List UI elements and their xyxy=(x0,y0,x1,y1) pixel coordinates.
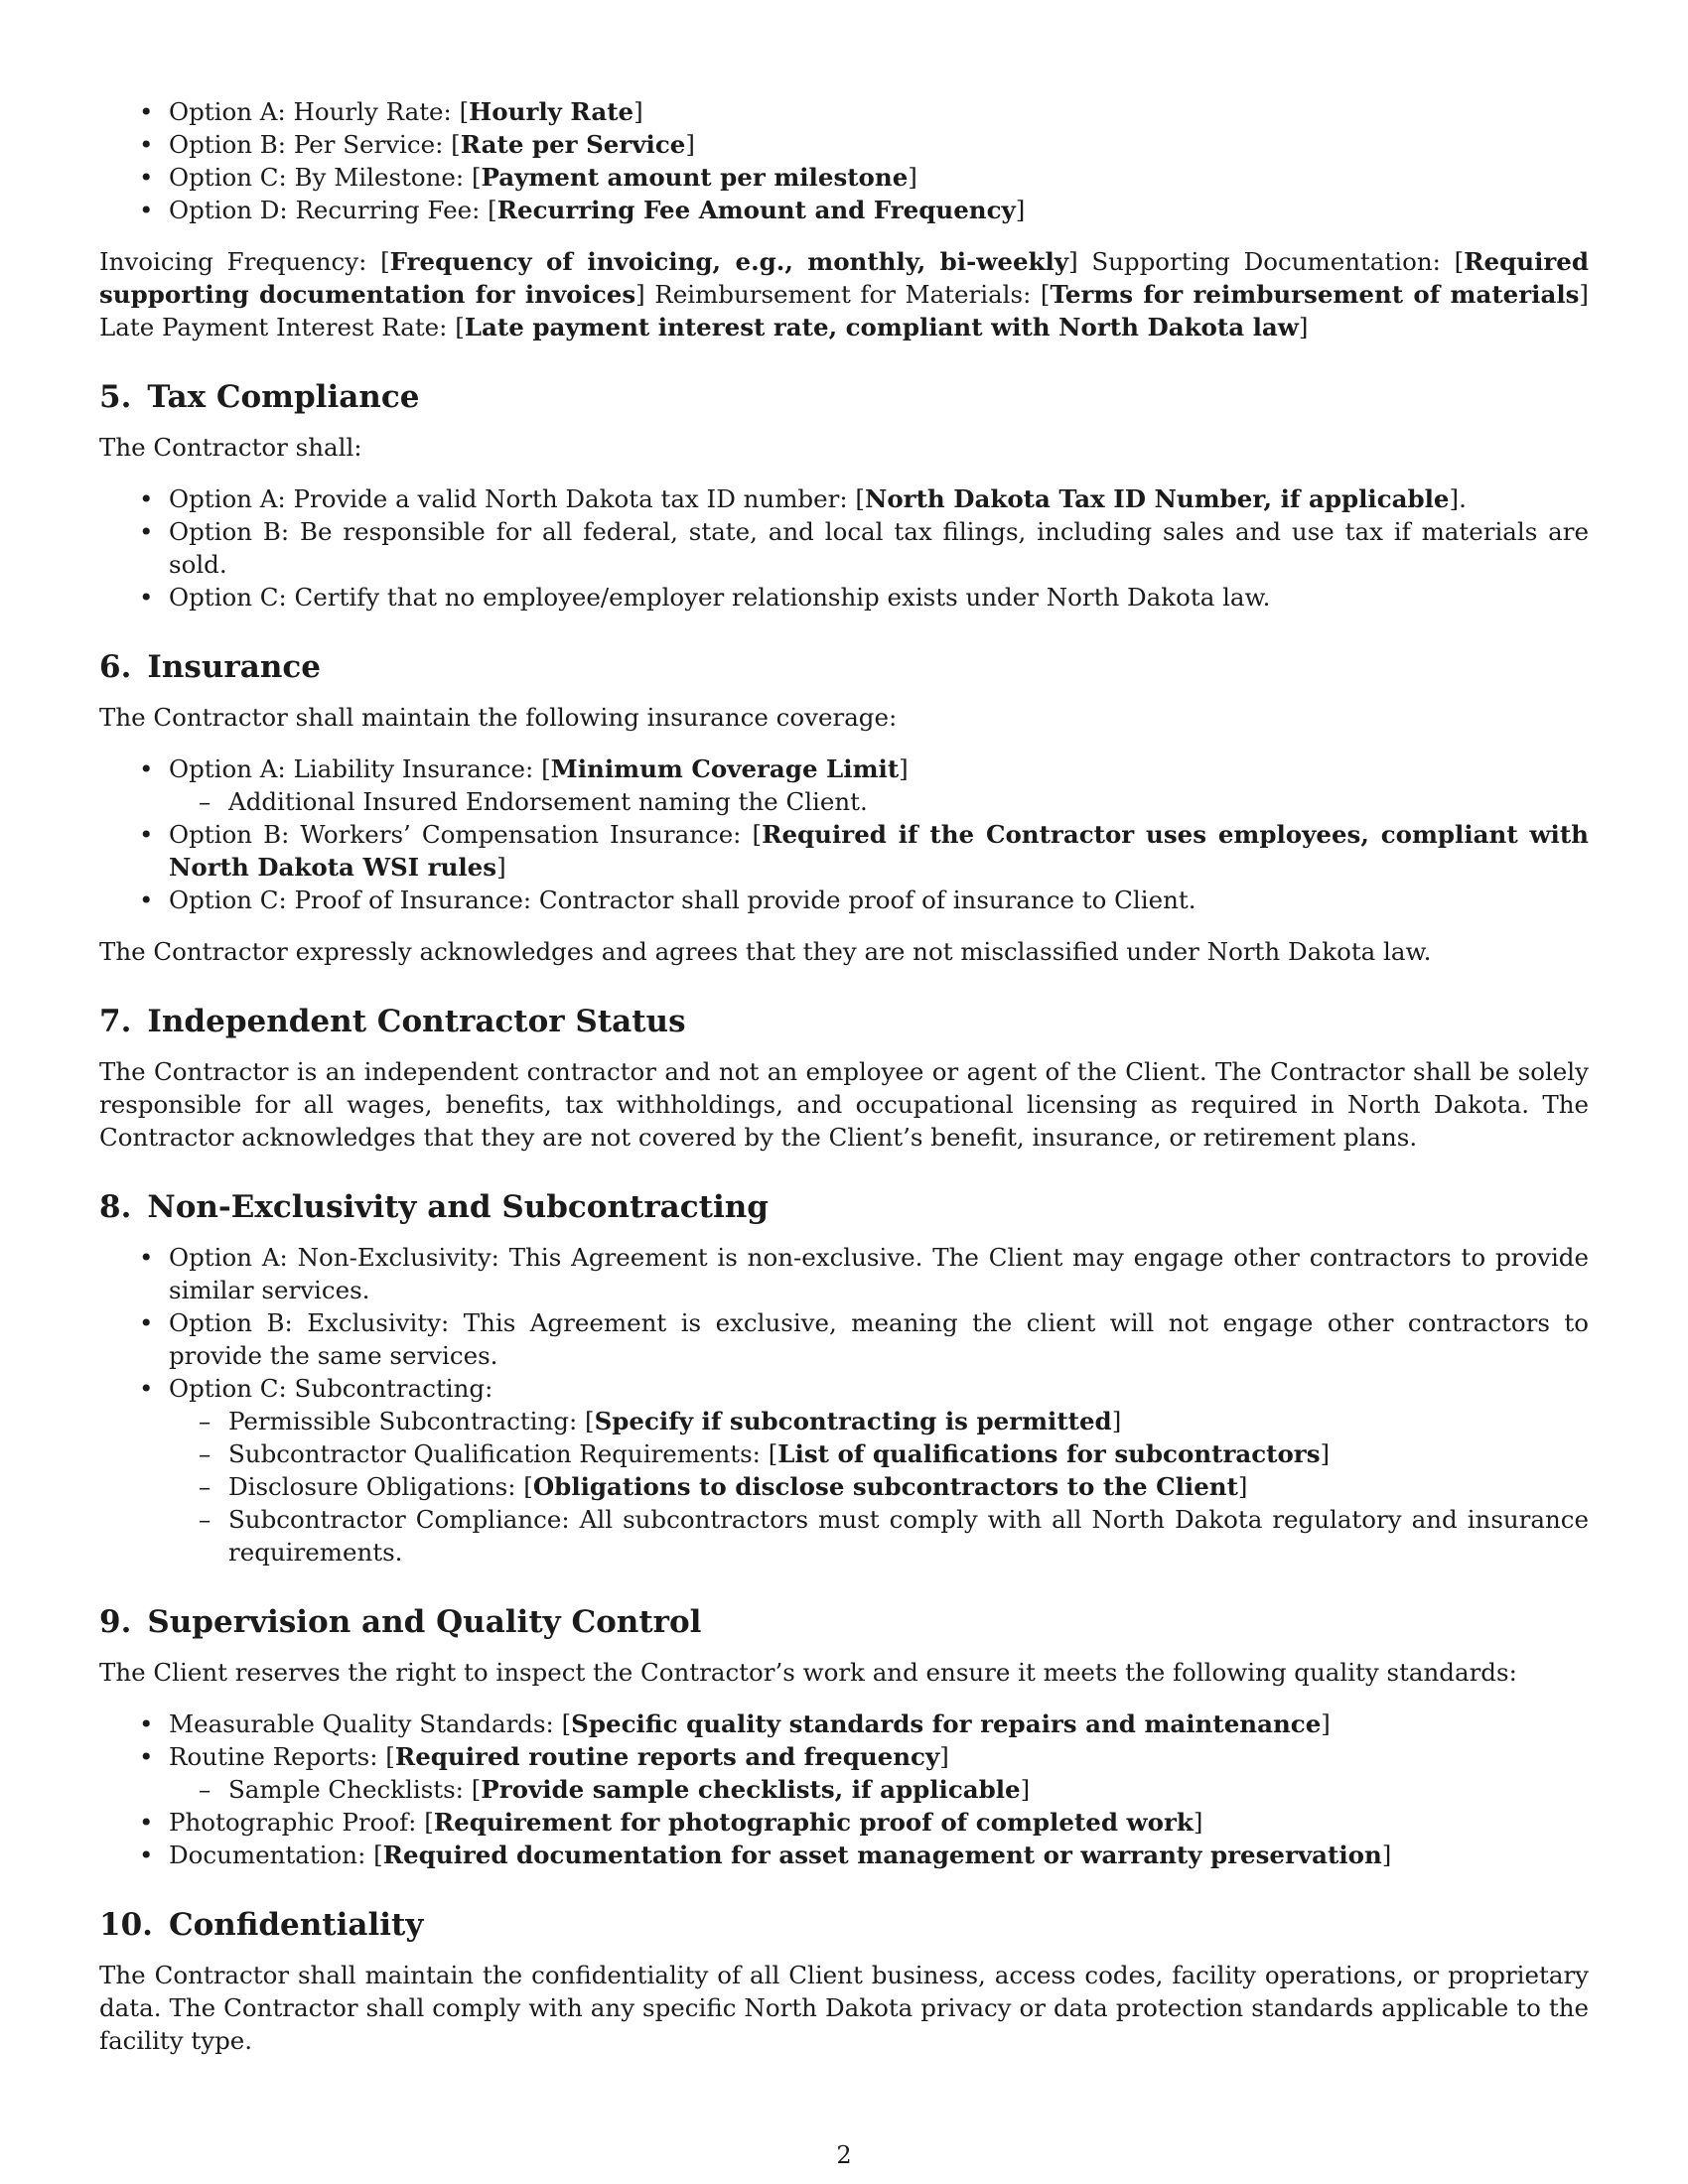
quality-standards-list xyxy=(99,1707,1589,1871)
placeholder-field: Obligations to disclose subcontractors to the Client xyxy=(532,1472,1238,1501)
section-closing: The Contractor expressly acknowledges and agrees that they are not misclassified under North Dakota law. xyxy=(99,937,1432,966)
sub-list-item: – Subcontractor Compliance: All subcontractors must comply with all North Dakota regulatory and insurance requirements. xyxy=(169,1503,1589,1569)
placeholder-field: Required documentation for asset management or warranty preservation xyxy=(382,1841,1382,1869)
list-item: • Option B: Be responsible for all federal, state, and local tax filings, including sales and use tax if materials are sold. xyxy=(99,515,1589,581)
list-item: • Option A: Liability Insurance: [Minimum Coverage Limit] – Additional Insured Endorsement naming the Client. xyxy=(99,752,1589,818)
list-item: • Option B: Per Service: [Rate per Service] xyxy=(99,128,1589,161)
list-item: • Option B: Workers’ Compensation Insurance: [Required if the Contractor uses employees, compliant with North Dakota WSI rules] xyxy=(99,818,1589,884)
placeholder-field: Late payment interest rate, compliant with North Dakota law xyxy=(464,313,1299,341)
sub-list xyxy=(169,785,1589,818)
section-heading-contractor-status: 7. Independent Contractor Status xyxy=(99,1004,686,1039)
sub-list-item: – Disclosure Obligations: [Obligations to disclose subcontractors to the Client] xyxy=(169,1470,1589,1503)
list-item: • Documentation: [Required documentation for asset management or warranty preservation] xyxy=(99,1839,1589,1871)
placeholder-field: Frequency of invoicing, e.g., monthly, bi-weekly xyxy=(389,247,1069,276)
placeholder-field: Requirement for photographic proof of completed work xyxy=(433,1808,1194,1837)
placeholder-field: Required if the Contractor uses employees, compliant with North Dakota WSI rules xyxy=(169,820,1589,882)
list-item: • Photographic Proof: [Requirement for photographic proof of completed work] xyxy=(99,1806,1589,1839)
section-intro: The Client reserves the right to inspect the Contractor’s work and ensure it meets the following quality standards: xyxy=(99,1658,1517,1687)
section-body: The Contractor is an independent contractor and not an employee or agent of the Client. The Contractor shall be solely responsible for all wages, benefits, tax withholdings, and occupational licensing as required in North Dakota. The Contractor acknowledges that they are not covered by the Client’s benefit, insurance, or retirement plans. xyxy=(99,1057,1589,1152)
sub-list-item: – Additional Insured Endorsement naming the Client. xyxy=(169,785,1589,818)
list-item: • Option C: Certify that no employee/employer relationship exists under North Dakota law. xyxy=(99,581,1589,614)
list-item: • Measurable Quality Standards: [Specific quality standards for repairs and maintenance] xyxy=(99,1707,1589,1740)
sub-list-item: – Sample Checklists: [Provide sample checklists, if applicable] xyxy=(169,1773,1589,1806)
section-heading-confidentiality: 10. Confidentiality xyxy=(99,1907,424,1943)
page-number: 2 xyxy=(836,2141,852,2169)
placeholder-field: Minimum Coverage Limit xyxy=(550,754,900,783)
placeholder-field: Rate per Service xyxy=(460,130,686,159)
list-item: • Option C: Proof of Insurance: Contractor shall provide proof of insurance to Client. xyxy=(99,884,1589,916)
placeholder-field: Provide sample checklists, if applicable xyxy=(481,1775,1021,1804)
section-heading-supervision: 9. Supervision and Quality Control xyxy=(99,1604,702,1640)
placeholder-field: North Dakota Tax ID Number, if applicable xyxy=(864,484,1450,513)
invoicing-paragraph: Invoicing Frequency: [Frequency of invoicing, e.g., monthly, bi-weekly] Supporting Documentation: [Required supporting documentation for invoices] Reimbursement for Materials: [Terms for reimbursement of materials] Late Payment Interest Rate: [Late payment interest rate, compliant with North Dakota law] xyxy=(99,247,1589,341)
section-heading-non-exclusivity: 8. Non-Exclusivity and Subcontracting xyxy=(99,1189,769,1225)
placeholder-field: Required routine reports and frequency xyxy=(394,1742,940,1771)
list-item: • Option A: Hourly Rate: [Hourly Rate] xyxy=(99,95,1589,128)
list-item: • Option D: Recurring Fee: [Recurring Fee Amount and Frequency] xyxy=(99,194,1589,226)
placeholder-field: List of qualifications for subcontractors xyxy=(777,1439,1321,1468)
section-intro: The Contractor shall: xyxy=(99,433,362,462)
placeholder-field: Specify if subcontracting is permitted xyxy=(594,1407,1112,1435)
placeholder-field: Hourly Rate xyxy=(469,97,634,126)
sub-list-item: – Subcontractor Qualification Requirements: [List of qualifications for subcontractors] xyxy=(169,1437,1589,1470)
list-item: • Option A: Non-Exclusivity: This Agreement is non-exclusive. The Client may engage other contractors to provide similar services. xyxy=(99,1241,1589,1306)
list-item: • Option C: By Milestone: [Payment amount per milestone] xyxy=(99,161,1589,194)
sub-list xyxy=(169,1773,1589,1806)
sub-list-item: – Permissible Subcontracting: [Specify if subcontracting is permitted] xyxy=(169,1405,1589,1437)
placeholder-field: Terms for reimbursement of materials xyxy=(1050,280,1580,309)
insurance-options-list xyxy=(99,752,1589,916)
tax-options-list xyxy=(99,482,1589,614)
list-item: • Option C: Subcontracting: – Permissible Subcontracting: [Specify if subcontracting is permitted] – Subcontractor Qualification Requirements: [List of qualifications for subcontractors] – Disclosure Obligations: [Obligations to disclose subcontractors to the Client] – Subcontractor Compliance: All subcontractors must comply with all North Dakota regulatory and insurance requirements. xyxy=(99,1372,1589,1569)
placeholder-field: Payment amount per milestone xyxy=(481,163,909,192)
section-heading-tax-compliance: 5. Tax Compliance xyxy=(99,379,420,415)
exclusivity-options-list xyxy=(99,1241,1589,1569)
placeholder-field: Specific quality standards for repairs and maintenance xyxy=(571,1709,1322,1738)
section-body: The Contractor shall maintain the confidentiality of all Client business, access codes, facility operations, or proprietary data. The Contractor shall comply with any specific North Dakota privacy or data protection standards applicable to the facility type. xyxy=(99,1961,1589,2055)
section-intro: The Contractor shall maintain the following insurance coverage: xyxy=(99,703,898,732)
placeholder-field: Recurring Fee Amount and Frequency xyxy=(496,196,1016,224)
list-item: • Option B: Exclusivity: This Agreement is exclusive, meaning the client will not engage other contractors to provide the same services. xyxy=(99,1306,1589,1372)
sub-list xyxy=(169,1405,1589,1569)
list-item: • Option A: Provide a valid North Dakota tax ID number: [North Dakota Tax ID Number, if applicable]. xyxy=(99,482,1589,515)
placeholder-field: Required supporting documentation for invoices xyxy=(99,247,1589,309)
list-item: • Routine Reports: [Required routine reports and frequency] – Sample Checklists: [Provide sample checklists, if applicable] xyxy=(99,1740,1589,1806)
payment-options-list xyxy=(99,95,1589,226)
section-heading-insurance: 6. Insurance xyxy=(99,649,321,685)
